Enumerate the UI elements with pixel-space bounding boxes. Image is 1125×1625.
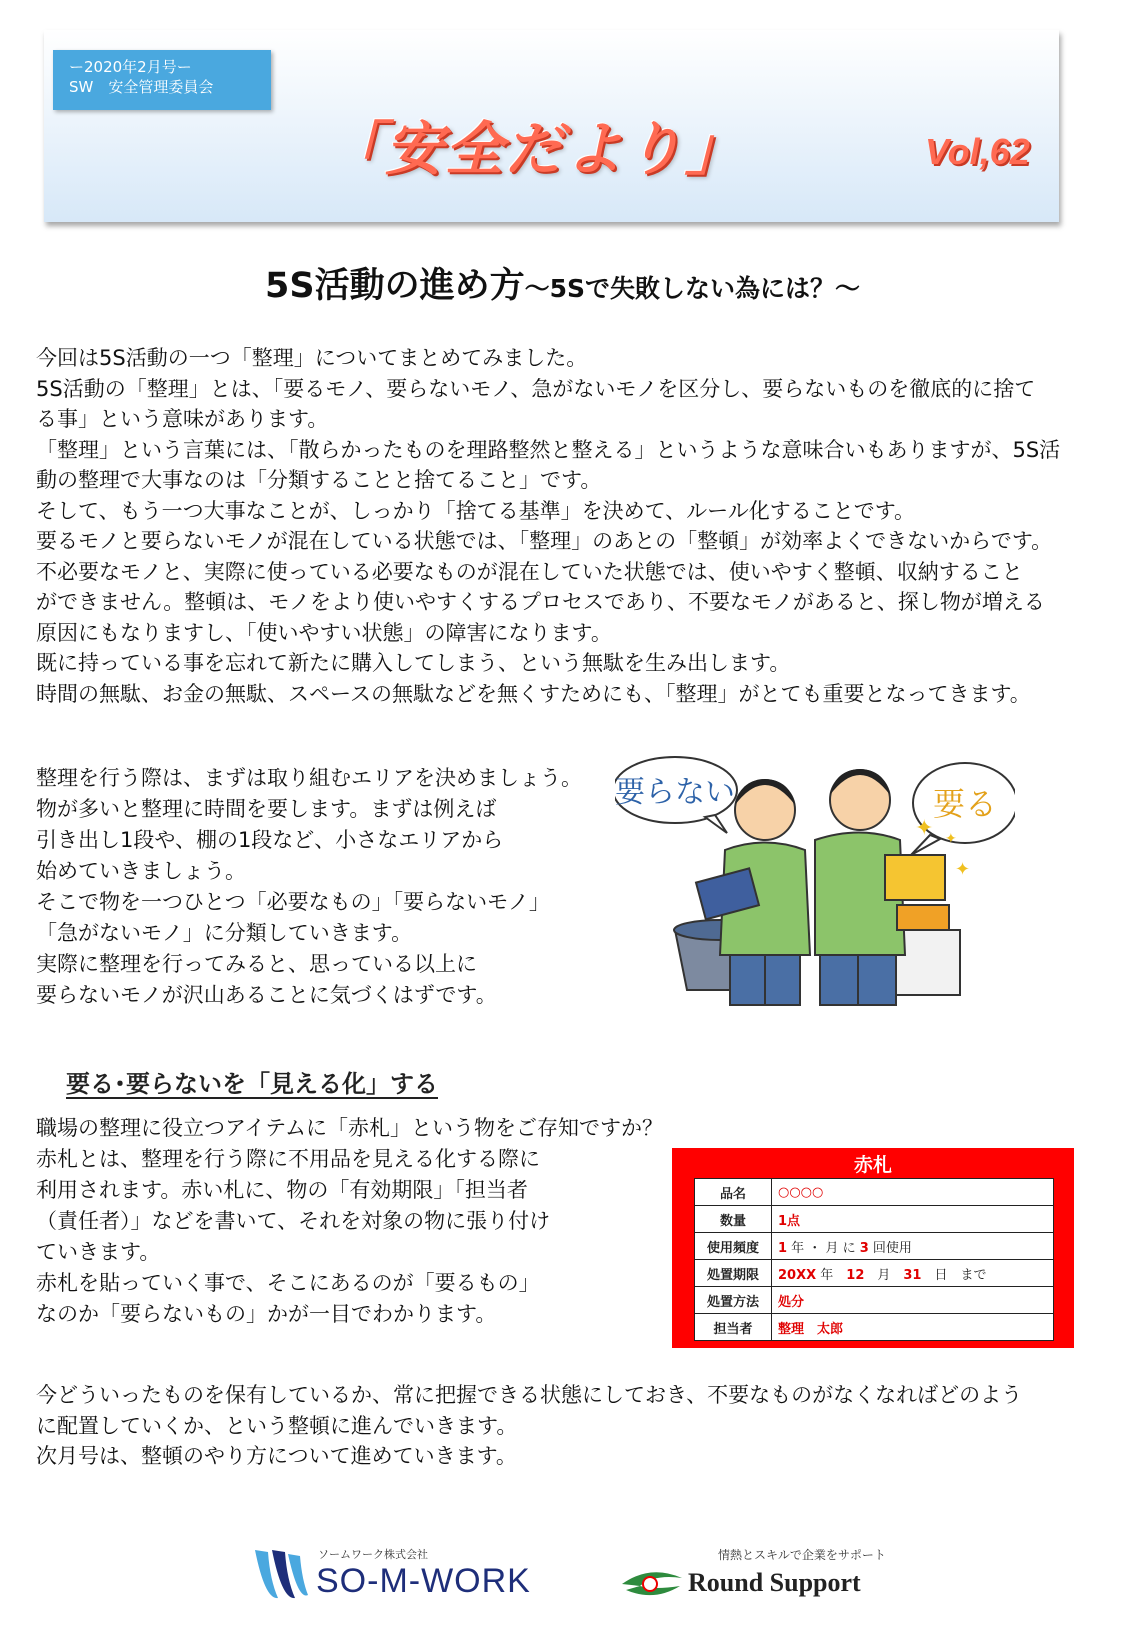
folded-clothes-orange [897,905,949,930]
text-line: なのか「要らないもの」かが一目でわかります。 [36,1302,497,1326]
row-label: 数量 [695,1206,772,1233]
text-line: る事」という意味があります。 [36,407,329,431]
text-line: ができません。整頓は、モノをより使いやすくするプロセスであり、不要なモノがあると、探し物が増える [36,590,1045,614]
table-row [695,1179,1054,1206]
volume-number: Vol,62 [925,131,1030,172]
person-right-leg [820,955,858,1005]
row-value: ○○○○ [772,1179,1054,1206]
person-left-leg [765,955,800,1005]
committee-name: SW 安全管理委員会 [69,78,214,96]
text-line: 次月号は、整頓のやり方について進めていきます。 [36,1444,517,1468]
table-row [695,1314,1054,1341]
table-row [695,1233,1054,1260]
somework-logo [250,1540,550,1610]
row-value [772,1233,1054,1260]
value-part: 年 [816,1267,847,1283]
text-line: 原因にもなりますし、「使いやすい状態」の障害になります。 [36,620,612,645]
bubble-tail-left [705,815,727,833]
headline-main: 5S活動の進め方 [265,266,525,306]
text-line: 既に持っている事を忘れて新たに購入してしまう、という無駄を生み出します。 [36,651,791,675]
text-line: 要らないモノが沢山あることに気づくはずです。 [36,983,497,1007]
bubble-text-left: 要らない [615,775,735,810]
row-label: 処置期限 [695,1260,772,1287]
red-tag-sample [672,1148,1074,1348]
value-part: 20XX [778,1267,817,1283]
value-part: 年 ・ 月 に [787,1240,860,1256]
text-line: 時間の無駄、お金の無駄、スペースの無駄などを無くすためにも、「整理」がとても重要となってきます。 [36,681,1031,706]
row-value [772,1260,1054,1287]
value-part: 1 [778,1240,788,1256]
row-label: 担当者 [695,1314,772,1341]
table-row [695,1287,1054,1314]
newsletter-title: 「安全だより」 [325,115,746,183]
text-line: 「整理」という言葉には、「散らかったものを理路整然と整える」というような意味合いもありますが、5S活 [36,437,1061,462]
somework-wave-icon [250,1540,310,1602]
text-line: 動の整理で大事なのは「分類することと捨てること」です。 [36,468,602,492]
red-tag-paragraph [36,1113,663,1330]
footer-logos [0,1540,1125,1620]
text-line: そして、もう一つ大事なことが、しっかり「捨てる基準」を決めて、ルール化することです。 [36,498,916,523]
somework-company-kana: ソームワーク株式会社 [318,1548,428,1561]
text-line: 今どういったものを保有しているか、常に把握できる状態にしておき、不要なものがなくなればどのよう [36,1383,1023,1407]
text-line: （責任者）」などを書いて、それを対象の物に張り付け [36,1209,551,1233]
text-line: 赤札を貼っていく事で、そこにあるのが「要るもの」 [36,1271,540,1295]
text-line: 不必要なモノと、実際に使っている必要なものが混在していた状態では、使いやすく整頓、収納すること [36,559,1023,584]
row-label: 処置方法 [695,1287,772,1314]
red-tag-form [694,1178,1054,1341]
row-value: 整理 太郎 [772,1314,1054,1341]
text-line: 始めていきましょう。 [36,859,246,883]
row-label: 品名 [695,1179,772,1206]
issue-date: ー2020年2月号ー [69,58,192,76]
text-line: 物が多いと整理に時間を要します。まずは例えば [36,797,497,821]
roundsupport-leaf-icon [620,1564,684,1604]
text-line: 5S活動の「整理」とは、「要るモノ、要らないモノ、急がないモノを区分し、要らないものを徹底的に捨て [36,376,1036,401]
row-label: 使用頻度 [695,1233,772,1260]
sparkle-icon: ✦ [955,859,971,880]
article-headline [0,258,1125,308]
bubble-text-right: 要る [932,785,998,823]
roundsupport-tagline: 情熱とスキルで企業をサポート [718,1548,886,1562]
red-tag-title: 赤札 [853,1154,892,1176]
closing-paragraph [36,1380,1022,1472]
person-right-leg [858,955,896,1005]
roundsupport-logo [620,1540,940,1610]
text-line: に配置していくか、という整頓に進んでいきます。 [36,1413,518,1438]
table-row [695,1206,1054,1233]
text-line: 赤札とは、整理を行う際に不用品を見える化する際に [36,1147,540,1171]
somework-name: SO-M-WORK [316,1562,531,1600]
value-part: 回使用 [868,1240,912,1256]
table-row [695,1260,1054,1287]
sparkle-icon: ✦ [945,831,957,847]
sparkle-icon: ✦ [915,816,934,841]
intro-paragraph [36,343,1060,709]
area-paragraph [36,763,582,1011]
row-value: 処分 [772,1287,1054,1314]
red-tag-table [694,1178,1054,1341]
issue-label [53,50,271,110]
text-line: 実際に整理を行ってみると、思っている以上に [36,952,477,976]
row-value: 1点 [772,1206,1054,1233]
value-part: 12 [846,1267,865,1283]
text-line: 「急がないモノ」に分類していきます。 [36,921,413,945]
text-line: そこで物を一つひとつ「必要なもの」「要らないモノ」 [36,890,550,914]
roundsupport-name: Round Support [688,1568,861,1597]
text-line: 利用されます。赤い札に、物の「有効期限」「担当者 [36,1178,528,1202]
folded-clothes-yellow [885,855,945,900]
text-line: 職場の整理に役立つアイテムに「赤札」という物をご存知ですか？ [36,1116,664,1140]
section-heading: 要る･要らないを「見える化」する [66,1070,438,1098]
value-part: 月 [864,1267,904,1283]
value-part: 日 まで [921,1267,987,1283]
sorting-illustration [615,755,1015,1010]
text-line: 要るモノと要らないモノが混在している状態では、「整理」のあとの「整頓」が効率よくできないからです。 [36,529,1053,553]
text-line: 整理を行う際は、まずは取り組むエリアを決めましょう。 [36,766,582,790]
value-part: 31 [903,1267,922,1283]
value-part: 3 [859,1240,869,1256]
text-line: ていきます。 [36,1240,161,1264]
person-left-leg [730,955,765,1005]
headline-sub: ～5Sで失敗しない為には？～ [524,274,860,303]
text-line: 引き出し1段や、棚の1段など、小さなエリアから [36,828,504,852]
text-line: 今回は5S活動の一つ「整理」についてまとめてみました。 [36,346,588,370]
